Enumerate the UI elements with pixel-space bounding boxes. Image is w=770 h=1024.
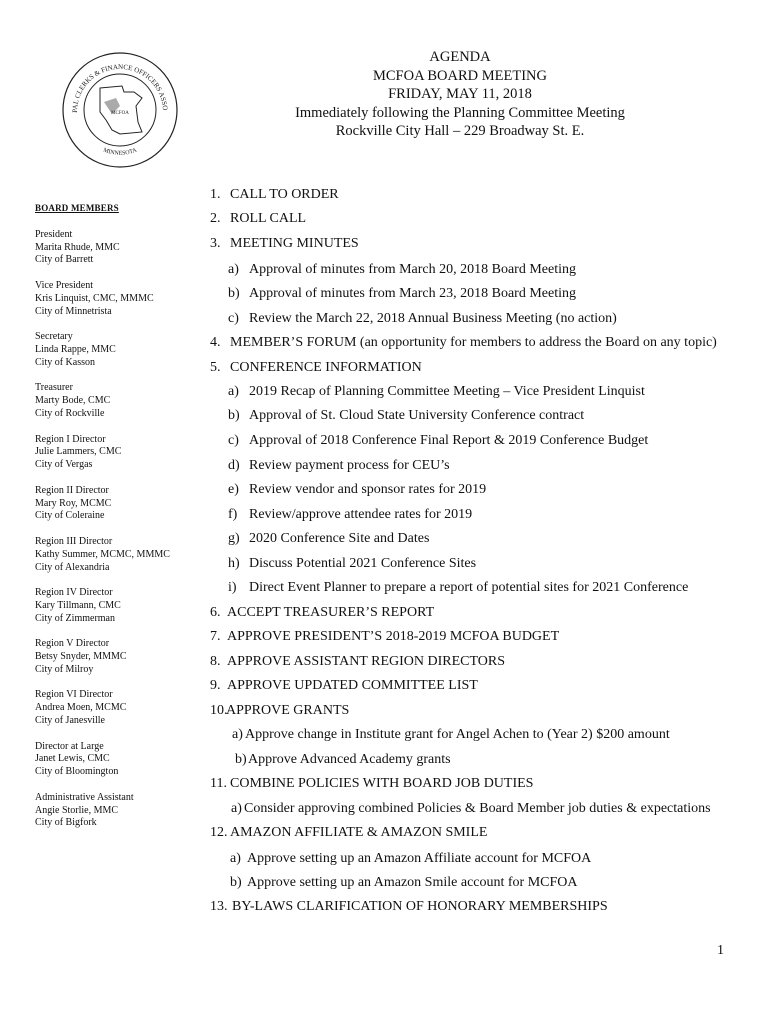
agenda-item-number: 12. (210, 825, 228, 840)
agenda-item-number: a) (228, 384, 239, 399)
agenda-item (228, 433, 648, 449)
agenda-item-text: Approve setting up an Amazon Smile account for MCFOA (247, 875, 578, 890)
agenda-item (210, 335, 717, 351)
agenda-item (228, 286, 576, 302)
agenda-item-number: f) (228, 507, 238, 522)
agenda-item (228, 507, 472, 523)
agenda-item (210, 236, 359, 252)
agenda-item-text: Review vendor and sponsor rates for 2019 (249, 482, 487, 497)
agenda-item (210, 703, 349, 719)
agenda-item (210, 629, 559, 645)
agenda-item (228, 482, 486, 498)
agenda-item-text: APPROVE UPDATED COMMITTEE LIST (227, 678, 478, 693)
member-role: Administrative Assistant (35, 791, 134, 803)
agenda-item-number: h) (228, 556, 240, 571)
agenda-item-number: a) (231, 801, 242, 816)
agenda-item-text: Consider approving combined Policies & Board Member job duties & expectations (244, 801, 711, 816)
agenda-item (235, 752, 451, 768)
member-role: Treasurer (35, 382, 73, 394)
agenda-item (228, 384, 645, 400)
member-city: City of Coleraine (35, 510, 105, 522)
header-date: FRIDAY, MAY 11, 2018 (388, 86, 532, 102)
member-name: Kary Tillmann, CMC (35, 599, 121, 611)
agenda-item-text: 2019 Recap of Planning Committee Meeting – Vice President Linquist (249, 384, 645, 399)
agenda-item (232, 727, 670, 743)
agenda-item-number: b) (235, 752, 247, 767)
member-city: City of Milroy (35, 663, 94, 675)
agenda-item-text: 2020 Conference Site and Dates (249, 531, 430, 546)
agenda-item-number: 11. (210, 776, 227, 791)
agenda-item-text: Approve change in Institute grant for Angel Achen to (Year 2) $200 amount (245, 727, 670, 742)
member-role: Region III Director (35, 535, 113, 547)
member-name: Andrea Moen, MCMC (35, 702, 127, 714)
agenda-item-number: i) (228, 580, 237, 595)
agenda-item-text: AMAZON AFFILIATE & AMAZON SMILE (230, 825, 488, 840)
agenda-item-number: a) (230, 851, 241, 866)
agenda-item-number: 3. (210, 236, 221, 251)
agenda-item-text: COMBINE POLICIES WITH BOARD JOB DUTIES (230, 776, 534, 791)
seal-ring-text-top: PAL CLERKS & FINANCE OFFICERS ASSO (70, 62, 170, 113)
agenda-item (210, 899, 608, 915)
agenda-item-number: c) (228, 311, 239, 326)
member-city: City of Alexandria (35, 561, 110, 573)
agenda-item-number: e) (228, 482, 239, 497)
agenda-item-number: 10. (210, 703, 228, 718)
member-city: City of Barrett (35, 254, 94, 266)
agenda-item-number: a) (232, 727, 243, 742)
agenda-item-text: Approval of St. Cloud State University Conference contract (249, 408, 585, 423)
agenda-item (210, 187, 339, 203)
agenda-item-number: 4. (210, 335, 221, 350)
member-name: Betsy Snyder, MMMC (35, 651, 127, 663)
agenda-item (230, 851, 591, 867)
member-name: Kris Linquist, CMC, MMMC (35, 292, 154, 304)
member-role: President (35, 228, 73, 240)
member-role: Secretary (35, 331, 73, 343)
agenda-item-text: BY-LAWS CLARIFICATION OF HONORARY MEMBERSHIPS (232, 899, 608, 914)
agenda-item-text: Direct Event Planner to prepare a report of potential sites for 2021 Conference (249, 580, 689, 595)
agenda-item-text: CONFERENCE INFORMATION (230, 360, 422, 375)
page-number: 1 (717, 943, 724, 958)
agenda-item-number: b) (228, 408, 240, 423)
agenda-item-text: APPROVE PRESIDENT’S 2018-2019 MCFOA BUDGET (227, 629, 560, 644)
member-city: City of Rockville (35, 407, 105, 419)
member-role: Vice President (35, 279, 93, 291)
member-city: City of Zimmerman (35, 612, 115, 624)
agenda-item (228, 580, 688, 596)
member-role: Region VI Director (35, 689, 113, 701)
agenda-item-text: Review the March 22, 2018 Annual Business Meeting (no action) (249, 311, 617, 326)
agenda-item-number: 7. (210, 629, 221, 644)
agenda-item-number: 13. (210, 899, 228, 914)
member-city: City of Kasson (35, 356, 95, 368)
member-city: City of Minnetrista (35, 305, 112, 317)
member-city: City of Janesville (35, 715, 105, 727)
member-name: Angie Storlie, MMC (35, 804, 119, 816)
agenda-item-number: 1. (210, 187, 221, 202)
agenda-item-text: Approve setting up an Amazon Affiliate account for MCFOA (247, 851, 592, 866)
header-meeting-name: MCFOA BOARD MEETING (372, 67, 547, 84)
agenda-item-number: g) (228, 531, 240, 546)
agenda-item-number: 9. (210, 678, 221, 693)
agenda-item (210, 776, 533, 792)
agenda-item-number: d) (228, 458, 240, 473)
agenda-item (228, 556, 476, 572)
member-city: City of Vergas (35, 459, 93, 471)
header-title: AGENDA (429, 49, 491, 65)
agenda-item (210, 605, 434, 621)
agenda-item (210, 211, 306, 227)
agenda-item-text: Approve Advanced Academy grants (248, 752, 451, 767)
agenda-item (231, 801, 711, 817)
agenda-item-text: Review/approve attendee rates for 2019 (249, 507, 473, 522)
agenda-item (228, 531, 429, 547)
agenda-item-text: Approval of 2018 Conference Final Report & 2019 Conference Budget (249, 433, 649, 448)
agenda-item-number: 6. (210, 605, 221, 620)
agenda-item-number: b) (230, 875, 242, 890)
member-name: Mary Roy, MCMC (35, 497, 112, 509)
member-name: Janet Lewis, CMC (35, 753, 110, 765)
member-role: Director at Large (35, 740, 104, 752)
member-role: Region IV Director (35, 587, 113, 599)
member-name: Marita Rhude, MMC (35, 241, 120, 253)
agenda-item-text: Approval of minutes from March 23, 2018 Board Meeting (249, 286, 576, 301)
member-city: City of Bigfork (35, 817, 97, 829)
agenda-item-number: b) (228, 286, 240, 301)
agenda-item-text: Approval of minutes from March 20, 2018 Board Meeting (249, 262, 576, 277)
agenda-item-text: ROLL CALL (230, 211, 307, 226)
header-timing: Immediately following the Planning Committee Meeting (295, 104, 625, 121)
agenda-item (228, 262, 576, 278)
member-name: Kathy Summer, MCMC, MMMC (35, 548, 170, 560)
agenda-item (228, 458, 450, 474)
board-members-title: BOARD MEMBERS (35, 203, 119, 213)
agenda-item-text: MEMBER’S FORUM (an opportunity for members to address the Board on any topic) (230, 335, 717, 350)
agenda-item-text: APPROVE GRANTS (226, 703, 350, 718)
agenda-item-text: Review payment process for CEU’s (249, 458, 450, 473)
member-name: Julie Lammers, CMC (35, 446, 122, 458)
member-role: Region I Director (35, 433, 106, 445)
member-city: City of Bloomington (35, 766, 119, 778)
agenda-item-number: 8. (210, 654, 221, 669)
member-name: Marty Bode, CMC (35, 395, 111, 407)
agenda-item-text: APPROVE ASSISTANT REGION DIRECTORS (227, 654, 506, 669)
agenda-item (210, 654, 505, 670)
header-location: Rockville City Hall – 229 Broadway St. E. (335, 123, 585, 139)
agenda-item-number: c) (228, 433, 239, 448)
seal-ring-text-bottom: MINNESOTA (102, 147, 138, 157)
seal-center-text: MCFOA (111, 111, 129, 116)
agenda-item (228, 408, 584, 424)
agenda-item-text: ACCEPT TREASURER’S REPORT (227, 605, 435, 620)
agenda-item (210, 678, 478, 694)
agenda-item-number: 5. (210, 360, 221, 375)
agenda-item (228, 311, 617, 327)
agenda-item (230, 875, 578, 891)
member-role: Region II Director (35, 484, 109, 496)
agenda-item-number: 2. (210, 211, 221, 226)
agenda-item (210, 825, 487, 841)
agenda-item-number: a) (228, 262, 239, 277)
agenda-item (210, 360, 422, 376)
agenda-item-text: CALL TO ORDER (230, 187, 339, 202)
agenda-item-text: Discuss Potential 2021 Conference Sites (249, 556, 477, 571)
member-name: Linda Rappe, MMC (35, 343, 116, 355)
agenda-item-text: MEETING MINUTES (230, 236, 359, 251)
member-role: Region V Director (35, 638, 110, 650)
